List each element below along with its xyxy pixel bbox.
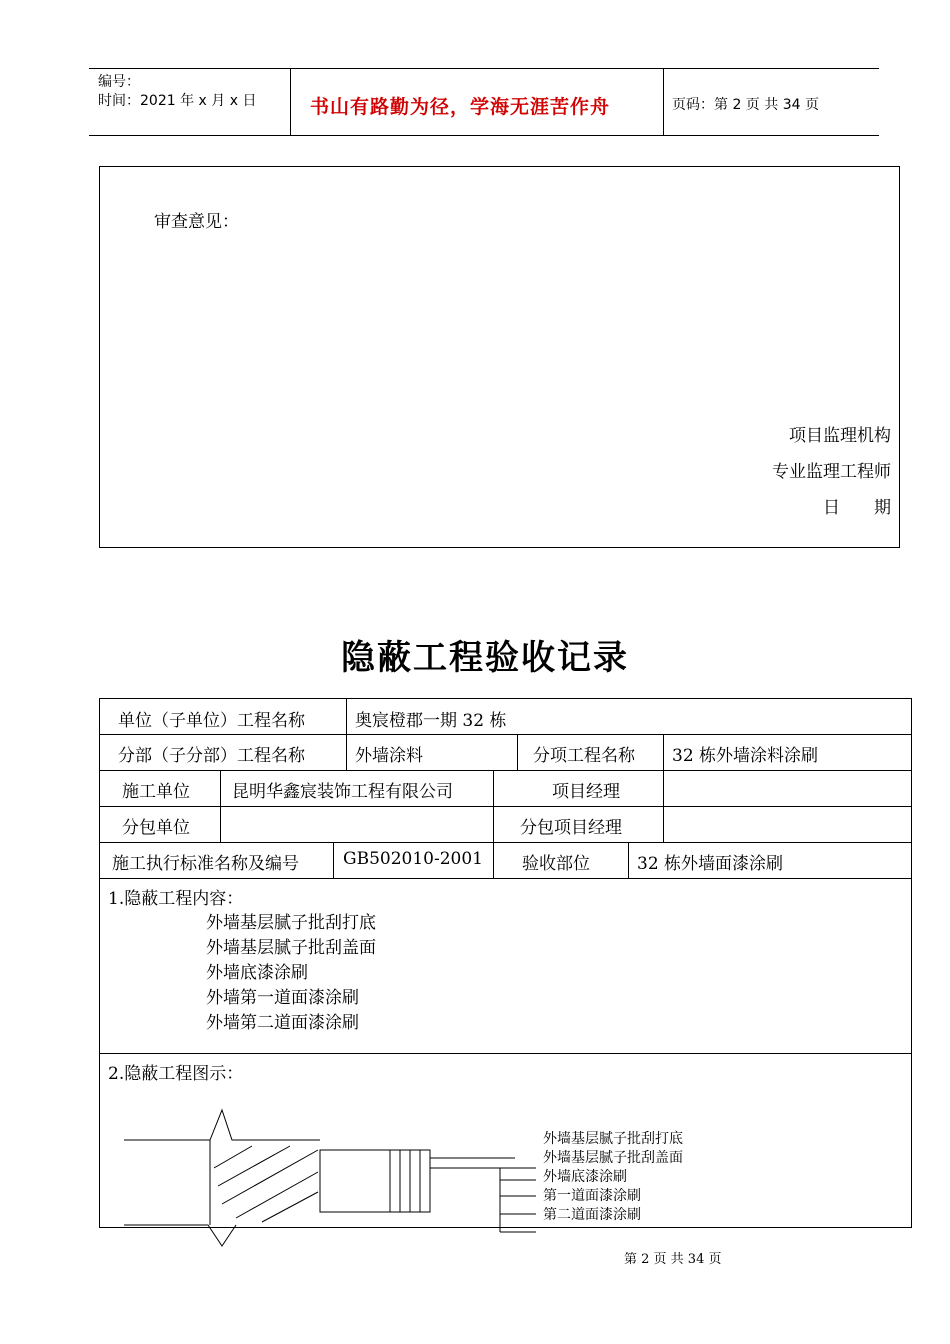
hatch-line	[214, 1146, 252, 1168]
diagram-label: 第一道面漆涂刷	[543, 1188, 641, 1204]
content-item: 外墙基层腻子批刮盖面	[206, 938, 376, 958]
subitem-name-label: 分项工程名称	[533, 746, 635, 766]
header-motto: 书山有路勤为径，学海无涯苦作舟	[310, 96, 611, 118]
standard-label: 施工执行标准名称及编号	[112, 854, 299, 874]
content-item: 外墙基层腻子批刮打底	[206, 913, 376, 933]
project-name-label: 单位（子单位）工程名称	[118, 711, 305, 731]
content-title: 1.隐蔽工程内容：	[108, 889, 244, 909]
page-footer: 第 2 页 共 34 页	[624, 1252, 722, 1267]
diagram-label: 外墙基层腻子批刮打底	[543, 1131, 683, 1147]
document-title: 隐蔽工程验收记录	[341, 638, 629, 678]
supervision-engineer-label: 专业监理工程师	[772, 462, 891, 482]
wall-bottom-edge	[124, 1225, 236, 1246]
diagram-label: 外墙底漆涂刷	[543, 1169, 627, 1185]
content-item: 外墙第二道面漆涂刷	[206, 1013, 359, 1033]
project-manager-label: 项目经理	[552, 782, 620, 802]
subcontractor-label: 分包单位	[122, 818, 190, 838]
layer-block	[320, 1150, 430, 1212]
time-label: 时间：2021 年 x 月 x 日	[98, 93, 257, 109]
contractor-label: 施工单位	[122, 782, 190, 802]
content-item: 外墙第一道面漆涂刷	[206, 988, 359, 1008]
content-item: 外墙底漆涂刷	[206, 963, 308, 983]
page-number-label: 页码：第 2 页 共 34 页	[672, 97, 819, 113]
hatch-line	[262, 1192, 318, 1222]
diagram-label: 外墙基层腻子批刮盖面	[543, 1150, 683, 1166]
subitem-name-value: 32 栋外墙涂料涂刷	[672, 746, 819, 766]
hatch-line	[236, 1172, 318, 1218]
hatch-line	[218, 1146, 290, 1186]
review-date-label: 日 期	[823, 498, 891, 518]
contractor-value: 昆明华鑫宸装饰工程有限公司	[232, 782, 453, 802]
division-name-value: 外墙涂料	[355, 746, 423, 766]
hatch-line	[222, 1150, 318, 1204]
division-name-label: 分部（子分部）工程名称	[118, 746, 305, 766]
diagram-label: 第二道面漆涂刷	[543, 1207, 641, 1223]
supervision-org-label: 项目监理机构	[789, 426, 891, 446]
diagram-title: 2.隐蔽工程图示：	[108, 1064, 244, 1084]
serial-label: 编号：	[98, 74, 140, 90]
acceptance-part-label: 验收部位	[522, 854, 590, 874]
standard-value: GB502010-2001	[343, 849, 483, 869]
wall-top-edge	[124, 1110, 320, 1140]
sub-project-manager-label: 分包项目经理	[520, 818, 622, 838]
project-name-value: 奥宸橙郡一期 32 栋	[355, 711, 507, 731]
acceptance-part-value: 32 栋外墙面漆涂刷	[637, 854, 784, 874]
opinion-label: 审查意见：	[154, 212, 239, 232]
